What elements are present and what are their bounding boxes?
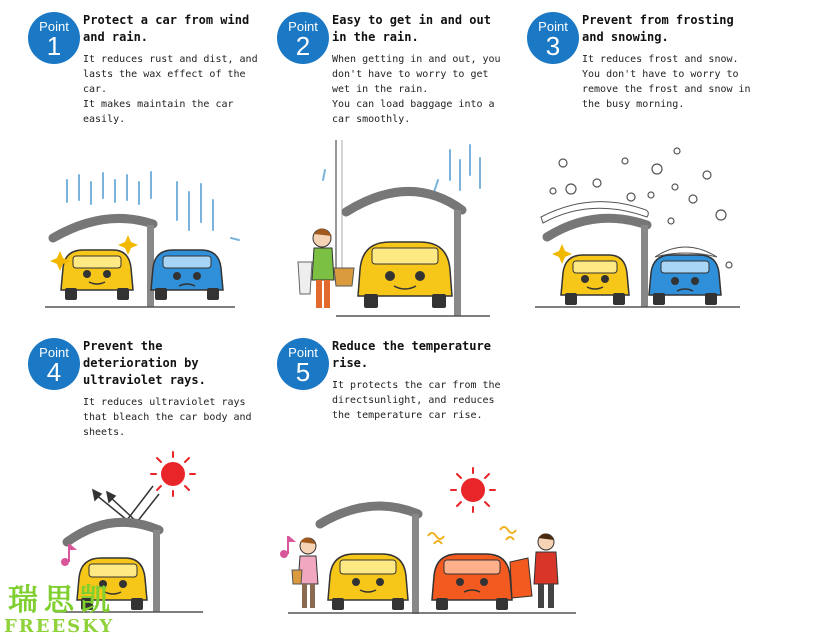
illustration-snow-carport [535,145,745,310]
carport-pillar [454,210,461,316]
rain-drops-icon [323,145,480,192]
carport-roof [53,218,153,238]
carport-pillar [641,225,648,307]
point-3-body-line: It reduces frost and snow. You don't have to worry to remove the frost and snow in the busy morning. [582,54,757,110]
point-2-badge [277,12,329,64]
illustration-boarding-carport [290,140,495,320]
badge-word: Point [288,19,318,34]
yellow-car-icon [358,242,452,308]
point-4-body [83,395,263,440]
point-4-badge [28,338,80,390]
badge-number: 1 [46,31,62,61]
point-3-badge [527,12,579,64]
carport-roof [320,506,418,524]
badge-word: Point [39,345,69,360]
badge-number: 2 [295,31,311,61]
woman-figure-icon [292,537,318,608]
watermark-chinese: 瑞思凯 [8,583,116,618]
sun-icon [451,468,495,512]
carport-roof [346,191,462,212]
point-5-badge [277,338,329,390]
point-2-title: Easy to get in and out in the rain. [332,13,491,44]
point-2-body-line: You can load baggage into a car smoothly. [332,99,501,125]
point-2-body [332,52,512,127]
point-5-body-line: It protects the car from the directsunlight, and reduces the temperature car rise. [332,380,507,421]
point-4-body-line: It reduces ultraviolet rays that bleach the car body and sheets. [83,397,258,438]
point-1-body [83,52,273,127]
point-1-badge [28,12,80,64]
badge-number: 5 [295,357,311,387]
orange-car-icon [432,554,532,610]
carport-roof [547,218,647,237]
sun-icon [151,452,195,496]
illustration-heat-carport [278,458,578,618]
badge-word: Point [288,345,318,360]
man-figure-icon [534,533,558,608]
music-note-icon [61,544,77,566]
point-3-body [582,52,762,112]
blue-car-icon [151,250,223,300]
watermark-english: FREESKY [4,616,115,637]
woman-figure-icon [298,228,354,308]
point-2-body-line: When getting in and out, you don't have to worry to get wet in the rain. [332,54,507,95]
point-1-body-line: It reduces rust and dist, and lasts the wax effect of the car. [83,54,264,95]
yellow-car-icon [328,554,408,610]
carport-roof [67,522,159,542]
badge-word: Point [538,19,568,34]
carport-pillar [412,514,419,614]
illustration-rain-carport [35,170,245,310]
point-5-body [332,378,512,423]
point-4-title: Prevent the deterioration by ultraviolet rays. [83,339,206,387]
blue-car-icon [649,247,721,305]
badge-number: 4 [46,357,62,387]
yellow-car-icon [561,255,629,305]
yellow-car-icon [61,250,133,300]
point-3-title: Prevent from frosting and snowing. [582,13,734,44]
badge-word: Point [39,19,69,34]
carport-pillar [153,530,160,612]
point-1-title: Protect a car from wind and rain. [83,13,250,44]
music-note-icon [280,536,296,558]
heat-waves-icon [428,527,516,544]
point-5-title: Reduce the temperature rise. [332,339,491,370]
uv-ray-arrows-icon [93,486,159,522]
point-1-body-line: It makes maintain the car easily. [83,99,240,125]
badge-number: 3 [545,31,561,61]
